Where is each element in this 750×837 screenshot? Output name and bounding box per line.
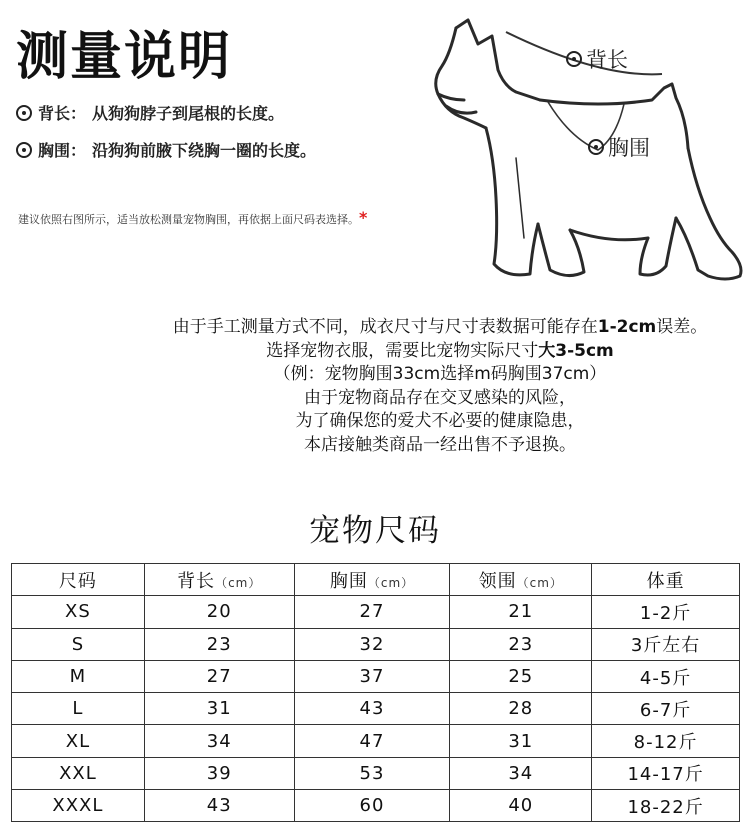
table-cell: M (12, 660, 145, 692)
measure-label: 背长： (38, 104, 87, 123)
table-cell: 47 (294, 725, 450, 757)
target-icon (16, 105, 32, 121)
target-icon (566, 51, 582, 67)
table-cell: 8-12斤 (592, 725, 740, 757)
table-cell: 25 (450, 660, 592, 692)
table-cell: 3斤左右 (592, 628, 740, 660)
table-cell: 23 (144, 628, 294, 660)
target-icon (588, 139, 604, 155)
table-cell: S (12, 628, 145, 660)
table-header-row (12, 564, 740, 596)
page-title: 测量说明 (16, 27, 233, 87)
dog-measure-diagram (420, 8, 750, 290)
table-row (12, 628, 740, 660)
table-cell: 39 (144, 757, 294, 789)
table-row (12, 790, 740, 822)
table-cell: 31 (144, 693, 294, 725)
table-cell: 43 (144, 790, 294, 822)
table-cell: 27 (144, 660, 294, 692)
column-header: 领围（cm） (450, 564, 592, 596)
table-cell: 20 (144, 596, 294, 628)
table-cell: 40 (450, 790, 592, 822)
table-cell: XS (12, 596, 145, 628)
table-row (12, 757, 740, 789)
table-cell: L (12, 693, 145, 725)
table-row (12, 693, 740, 725)
table-cell: XL (12, 725, 145, 757)
table-cell: 1-2斤 (592, 596, 740, 628)
column-header: 体重 (592, 564, 740, 596)
table-cell: XXL (12, 757, 145, 789)
table-cell: 6-7斤 (592, 693, 740, 725)
back-label-text: 背长 (586, 48, 628, 72)
table-cell: 43 (294, 693, 450, 725)
table-row (12, 660, 740, 692)
note-line: 选择宠物衣服，需要比宠物实际尺寸大3-5cm (266, 340, 614, 361)
note-line: 本店接触类商品一经出售不予退换。 (304, 434, 576, 455)
table-cell: 28 (450, 693, 592, 725)
measure-item-chest (16, 138, 316, 161)
table-cell: 4-5斤 (592, 660, 740, 692)
table-cell: 31 (450, 725, 592, 757)
back-length-label (566, 44, 628, 74)
measure-desc: 沿狗狗前腋下绕胸一圈的长度。 (92, 141, 317, 160)
table-cell: 14-17斤 (592, 757, 740, 789)
note-line: 由于宠物商品存在交叉感染的风险， (304, 387, 576, 408)
table-cell: 37 (294, 660, 450, 692)
table-cell: 34 (450, 757, 592, 789)
note-line: （例：宠物胸围33cm选择m码胸围37cm） (273, 364, 607, 384)
chest-girth-label (588, 132, 650, 162)
table-cell: XXXL (12, 790, 145, 822)
note-line: 为了确保您的爱犬不必要的健康隐患， (295, 411, 585, 431)
table-cell: 27 (294, 596, 450, 628)
note-line: 由于手工测量方式不同，成衣尺寸与尺寸表数据可能存在1-2cm误差。 (172, 317, 708, 337)
column-header: 胸围（cm） (294, 564, 450, 596)
table-cell: 53 (294, 757, 450, 789)
measure-item-back (16, 101, 284, 124)
advice-text (18, 208, 367, 227)
size-table-title: 宠物尺码 (309, 513, 441, 549)
measure-desc: 从狗狗脖子到尾根的长度。 (92, 104, 285, 123)
column-header: 背长（cm） (144, 564, 294, 596)
table-cell: 18-22斤 (592, 790, 740, 822)
measure-label: 胸围： (38, 141, 87, 160)
table-cell: 21 (450, 596, 592, 628)
table-cell: 23 (450, 628, 592, 660)
size-table (11, 563, 740, 822)
advice-body: 建议依照右图所示，适当放松测量宠物胸围，再依据上面尺码表选择。 (18, 213, 359, 226)
table-cell: 32 (294, 628, 450, 660)
notes-block (130, 316, 750, 457)
column-header: 尺码 (12, 564, 145, 596)
table-cell: 60 (294, 790, 450, 822)
chest-label-text: 胸围 (608, 136, 650, 160)
target-icon (16, 142, 32, 158)
table-row (12, 725, 740, 757)
advice-star: * (359, 208, 368, 227)
table-cell: 34 (144, 725, 294, 757)
table-row (12, 596, 740, 628)
